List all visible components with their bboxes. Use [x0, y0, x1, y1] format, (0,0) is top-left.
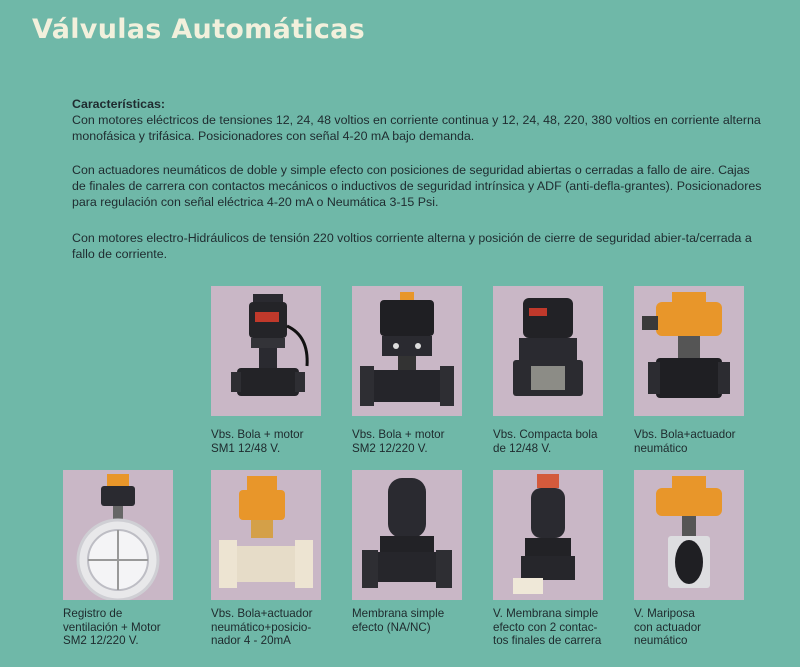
- product-image-ball-valve-pneumatic: [634, 286, 744, 416]
- caption-ball-valve-sm1: [211, 428, 351, 455]
- caption-compact-ball-valve: [493, 428, 633, 455]
- butterfly-valve-icon: [634, 470, 744, 600]
- pneumatic-positioner-icon: [211, 470, 321, 600]
- caption-line: V. Membrana simple: [493, 607, 599, 620]
- caption-diaphragm-valve-limit-switch: [493, 607, 633, 648]
- caption-diaphragm-valve: [352, 607, 492, 634]
- characteristics-paragraph-1: [72, 96, 762, 144]
- caption-line: Vbs. Compacta bola: [493, 428, 598, 441]
- pneumatic-actuator-icon: [634, 286, 744, 416]
- caption-line: ventilación + Motor: [63, 620, 161, 634]
- caption-butterfly-valve-pneumatic: [634, 607, 774, 648]
- product-image-ventilation-register: [63, 470, 173, 600]
- caption-line: Vbs. Bola + motor: [211, 428, 304, 441]
- caption-line: neumático: [634, 634, 688, 647]
- caption-line: SM2 12/220 V.: [352, 441, 428, 455]
- characteristics-paragraph-2: Con actuadores neumáticos de doble y simple efecto con posiciones de seguridad abiertas o cerradas a fallo de aire. Cajas de finales de carrera con contactos mecánicos o inductivos de seguridad intrínsica y ADF (anti-defla-grantes). Posicionadores para regulación con señal eléctrica 4-20 mA o Neumática 3-15 Psi.: [72, 163, 762, 209]
- caption-line: Vbs. Bola+actuador: [634, 428, 736, 441]
- caption-line: SM2 12/220 V.: [63, 634, 139, 647]
- butterfly-damper-icon: [63, 470, 173, 600]
- product-image-diaphragm-valve-limit-switch: [493, 470, 603, 600]
- caption-line: Vbs. Bola+actuador: [211, 607, 313, 620]
- product-image-diaphragm-valve: [352, 470, 462, 600]
- caption-line: V. Mariposa: [634, 607, 695, 620]
- caption-line: Membrana simple: [352, 607, 445, 620]
- characteristics-heading: Características:: [72, 97, 165, 111]
- caption-line: efecto con 2 contac-: [493, 620, 598, 634]
- caption-line: de 12/48 V.: [493, 441, 552, 455]
- caption-line: con actuador: [634, 620, 702, 634]
- caption-ball-valve-sm2: [352, 428, 492, 455]
- caption-line: efecto (NA/NC): [352, 620, 431, 634]
- caption-line: tos finales de carrera: [493, 634, 602, 647]
- characteristics-paragraph-3: Con motores electro-Hidráulicos de tensión 220 voltios corriente alterna y posición de cierre de seguridad abier-ta/cerrada a fallo de corriente.: [72, 231, 752, 261]
- caption-ventilation-register: [63, 607, 203, 648]
- diaphragm-valve-icon: [352, 470, 462, 600]
- product-image-ball-valve-sm2: [352, 286, 462, 416]
- caption-ball-valve-positioner: [211, 607, 351, 648]
- paragraph-1-text: Con motores eléctricos de tensiones 12, 24, 48 voltios en corriente continua y 12, 24, 48, 220, 380 voltios en corriente alterna monofásica y trifásica. Posicionadores con señal 4-20 mA bajo demanda.: [72, 113, 761, 143]
- product-image-ball-valve-sm1: [211, 286, 321, 416]
- ball-valve-motor-icon: [211, 286, 321, 416]
- product-image-ball-valve-positioner: [211, 470, 321, 600]
- ball-valve-motor-icon: [352, 286, 462, 416]
- product-image-compact-ball-valve: [493, 286, 603, 416]
- caption-line: nador 4 - 20mA: [211, 634, 291, 647]
- caption-ball-valve-pneumatic: [634, 428, 774, 455]
- caption-line: Registro de: [63, 607, 123, 620]
- caption-line: neumático: [634, 441, 688, 455]
- page-title: Válvulas Automáticas: [32, 14, 366, 45]
- caption-line: SM1 12/48 V.: [211, 441, 281, 455]
- product-image-butterfly-valve-pneumatic: [634, 470, 744, 600]
- caption-line: neumático+posicio-: [211, 620, 312, 634]
- compact-ball-valve-icon: [493, 286, 603, 416]
- diaphragm-valve-limit-switch-icon: [493, 470, 603, 600]
- caption-line: Vbs. Bola + motor: [352, 428, 445, 441]
